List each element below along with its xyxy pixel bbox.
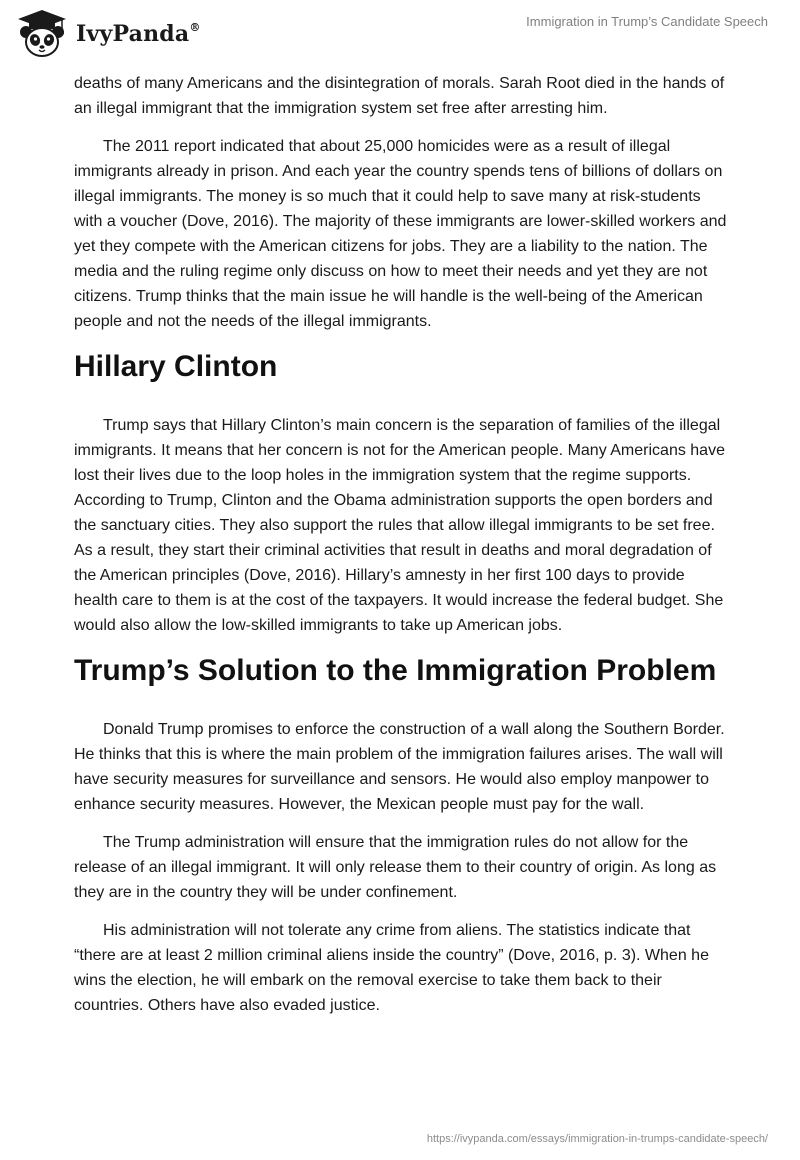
paragraph-2: The 2011 report indicated that about 25,000 homicides were as a result of illegal immigrants already in prison. And each year the country spends tens of billions of dollars on illegal immigrants. The money is so much that it could help to save many at risk-students with a voucher (Dove, 2016). The majority of these immigrants are lower-skilled workers and yet they compete with the American citizens for jobs. They are a liability to the nation. The media and the ruling regime only discuss on how to meet their needs and yet they are not citizens. Trump thinks that the main issue he will handle is the well-being of the American people and not the needs of the illegal immigrants.: [74, 138, 727, 330]
heading-trump-solution: Trump’s Solution to the Immigration Problem: [74, 654, 717, 687]
registered-mark: ®: [189, 20, 201, 34]
paragraph-3: Trump says that Hillary Clinton’s main concern is the separation of families of the illegal immigrants. It means that her concern is not for the American people. Many Americans have lost their lives due to the loop holes in the immigration system that the regime supports. According to Trump, Clinton and the Obama administration supports the open borders and the sanctuary cities. They also support the rules that allow illegal immigrants to be set free. As a result, they start their criminal activities that result in deaths and moral degradation of the American principles (Dove, 2016). Hillary’s amnesty in her first 100 days to provide health care to them is at the cost of the taxpayers. It would increase the federal budget. She would also allow the low-skilled immigrants to take up American jobs.: [74, 417, 725, 634]
paragraph-4: Donald Trump promises to enforce the construction of a wall along the Southern Border. He thinks that this is where the main problem of the immigration failures arises. The wall will have security measures for surveillance and sensors. He would also employ manpower to enhance security measures. However, the Mexican people must pay for the wall.: [74, 721, 725, 813]
paragraph-6: His administration will not tolerate any crime from aliens. The statistics indicate that “there are at least 2 million criminal aliens inside the country” (Dove, 2016, p. 3). When he wins the election, he will embark on the removal exercise to take them back to their countries. Others have also evaded justice.: [74, 922, 709, 1014]
brand-name: IvyPanda®: [76, 20, 201, 47]
document-title: Immigration in Trump’s Candidate Speech: [526, 14, 768, 29]
panda-graduate-icon: [14, 8, 70, 60]
paragraph-5: The Trump administration will ensure that the immigration rules do not allow for the release of an illegal immigrant. It will only release them to their country of origin. As long as they are in the country they will be under confinement.: [74, 834, 717, 901]
source-url: https://ivypanda.com/essays/immigration-in-trumps-candidate-speech/: [426, 1133, 768, 1145]
essay-content: [74, 71, 729, 1031]
paragraph-1: deaths of many Americans and the disintegration of morals. Sarah Root died in the hands of an illegal immigrant that the immigration system set free after arresting him.: [74, 75, 725, 117]
ivypanda-logo[interactable]: [14, 8, 201, 60]
heading-hillary-clinton: Hillary Clinton: [74, 350, 278, 383]
page-header: [0, 0, 800, 70]
